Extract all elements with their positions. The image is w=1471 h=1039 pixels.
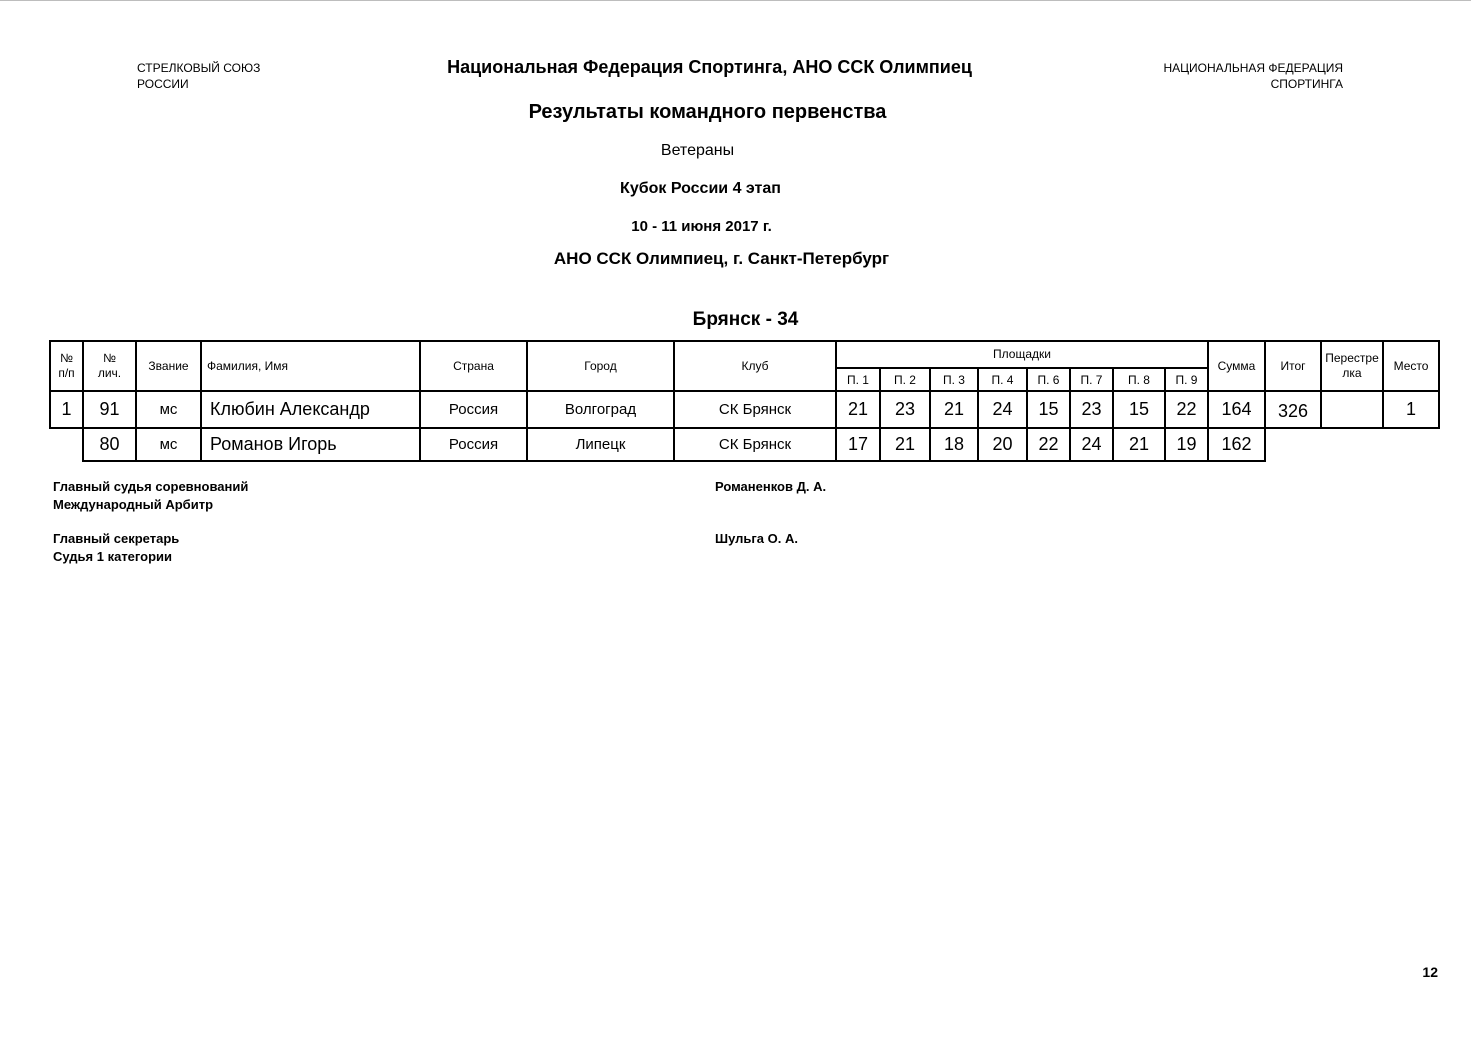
stand-header: П. 1 [836, 368, 880, 391]
chief-judge-title: Главный судья соревнований [53, 479, 249, 494]
cell-shootoff [1321, 391, 1383, 428]
cell-city: Волгоград [527, 391, 674, 428]
stand-header: П. 9 [1165, 368, 1208, 391]
header-left-line2: РОССИИ [137, 77, 189, 91]
stand-header: П. 6 [1027, 368, 1070, 391]
cell-total: 326 [1265, 391, 1321, 428]
cell-score: 21 [1113, 428, 1165, 461]
cell-empty [1265, 428, 1321, 461]
top-rule [0, 0, 1471, 1]
cell-empty [1383, 428, 1439, 461]
col-header-lic-line2: лич. [97, 366, 122, 380]
cell-lic: 91 [83, 391, 136, 428]
cell-place: 1 [1383, 391, 1439, 428]
stand-header: П. 4 [978, 368, 1027, 391]
cell-country: Россия [420, 428, 527, 461]
cell-empty [1321, 428, 1383, 461]
cell-sum: 164 [1208, 391, 1265, 428]
cell-score: 23 [1070, 391, 1113, 428]
cell-club: СК Брянск [674, 428, 836, 461]
col-header-shootoff: Перестрелка [1321, 341, 1383, 391]
col-header-club: Клуб [674, 341, 836, 391]
cell-sum: 162 [1208, 428, 1265, 461]
cell-score: 21 [930, 391, 978, 428]
cell-score: 17 [836, 428, 880, 461]
cell-city: Липецк [527, 428, 674, 461]
col-header-pp-line2: п/п [58, 366, 75, 380]
cell-score: 21 [836, 391, 880, 428]
cell-score: 21 [880, 428, 930, 461]
organizers-title: Национальная Федерация Спортинга, АНО ССК Олимпиец [447, 57, 972, 77]
results-title: Результаты командного первенства [528, 101, 887, 123]
results-table [49, 340, 1440, 462]
table-header-row [50, 341, 1439, 368]
chief-judge-category: Международный Арбитр [53, 497, 214, 512]
cell-rank: мс [136, 391, 201, 428]
table-row [50, 428, 1439, 461]
cell-lic: 80 [83, 428, 136, 461]
col-header-place: Место [1383, 341, 1439, 391]
cell-score: 24 [978, 391, 1027, 428]
header-left-line1: СТРЕЛКОВЫЙ СОЮЗ [137, 61, 261, 75]
cell-score: 20 [978, 428, 1027, 461]
col-header-name: Фамилия, Имя [201, 341, 420, 391]
col-header-sum: Сумма [1208, 341, 1265, 391]
col-header-country: Страна [420, 341, 527, 391]
stand-header: П. 2 [880, 368, 930, 391]
page-number: 12 [1422, 964, 1438, 980]
col-header-stands: Площадки [836, 341, 1208, 368]
col-header-lic-line1: № [103, 351, 116, 365]
col-header-total: Итог [1265, 341, 1321, 391]
cell-pp: 1 [50, 391, 83, 428]
cell-score: 22 [1027, 428, 1070, 461]
cell-score: 15 [1027, 391, 1070, 428]
stand-header: П. 8 [1113, 368, 1165, 391]
category: Ветераны [660, 142, 735, 159]
cell-score: 19 [1165, 428, 1208, 461]
header-right-line1: НАЦИОНАЛЬНАЯ ФЕДЕРАЦИЯ [1163, 61, 1343, 75]
cell-score: 18 [930, 428, 978, 461]
cell-club: СК Брянск [674, 391, 836, 428]
stand-header: П. 7 [1070, 368, 1113, 391]
event-dates: 10 - 11 июня 2017 г. [631, 218, 772, 235]
cell-name: Клюбин Александр [201, 391, 420, 428]
secretary-category: Судья 1 категории [53, 549, 173, 564]
secretary-name: Шульга О. А. [715, 531, 798, 546]
table-row [50, 391, 1439, 428]
header-right-org [1164, 60, 1344, 92]
cell-score: 23 [880, 391, 930, 428]
col-header-city: Город [527, 341, 674, 391]
cell-rank: мс [136, 428, 201, 461]
chief-judge-block [53, 478, 248, 514]
cell-pp [50, 428, 83, 461]
chief-judge-name: Романенков Д. А. [715, 479, 827, 494]
col-header-rank: Звание [136, 341, 201, 391]
cell-score: 22 [1165, 391, 1208, 428]
team-title: Брянск - 34 [692, 309, 799, 330]
cell-country: Россия [420, 391, 527, 428]
event-venue: АНО ССК Олимпиец, г. Санкт-Петербург [553, 249, 890, 268]
cell-score: 24 [1070, 428, 1113, 461]
event-name: Кубок России 4 этап [620, 180, 781, 197]
col-header-lic [83, 341, 136, 391]
cell-score: 15 [1113, 391, 1165, 428]
col-header-pp-line1: № [60, 351, 73, 365]
cell-name: Романов Игорь [201, 428, 420, 461]
stand-header: П. 3 [930, 368, 978, 391]
secretary-block [53, 530, 179, 566]
secretary-title: Главный секретарь [53, 531, 180, 546]
header-right-line2: СПОРТИНГА [1270, 77, 1343, 91]
col-header-pp [50, 341, 83, 391]
